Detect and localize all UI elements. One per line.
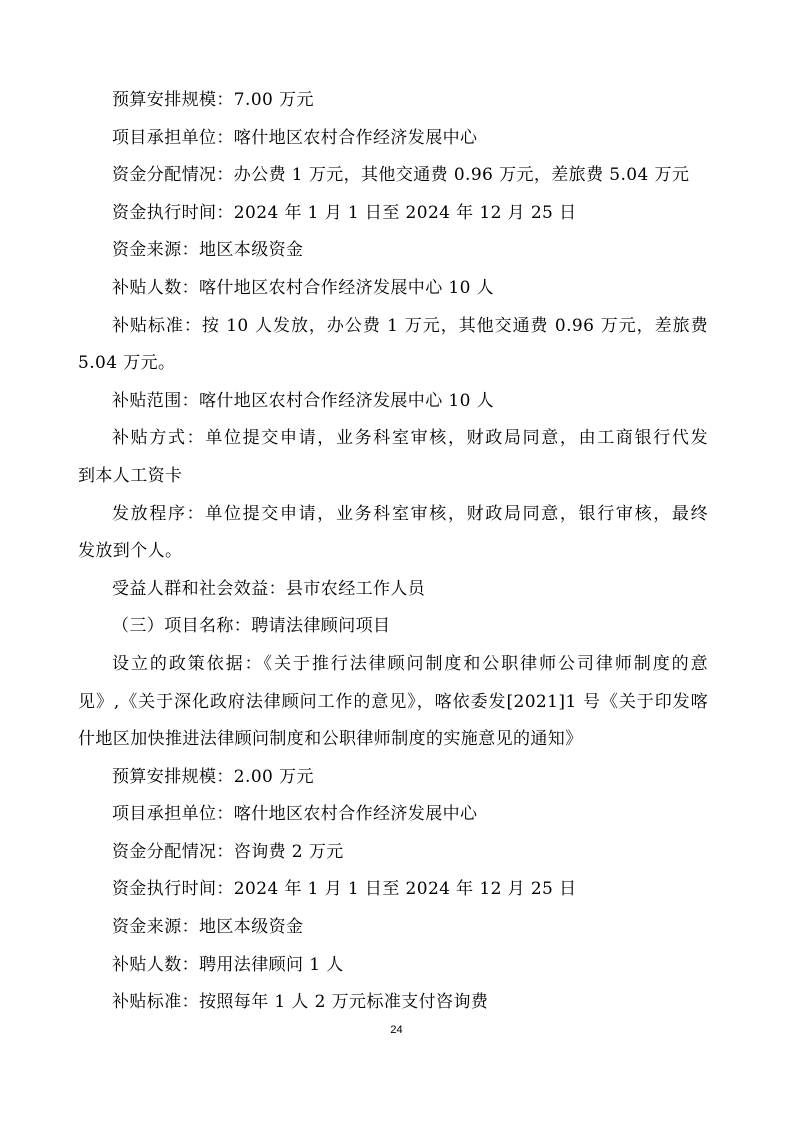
page-number: 24 [390, 1024, 403, 1036]
subsidy-standard-1-cont: 5.04 万元。 [78, 353, 176, 374]
disbursement-procedure-1-cont: 发放到个人。 [78, 541, 183, 562]
budget-scale-1: 预算安排规模：7.00 万元 [112, 90, 314, 110]
subsidy-method-1: 补贴方式：单位提交申请，业务科室审核，财政局同意，由工商银行代发 [112, 428, 708, 449]
beneficiaries-1: 受益人群和社会效益：县市农经工作人员 [112, 578, 426, 599]
project-heading-3: （三）项目名称：聘请法律顾问项目 [112, 616, 391, 637]
budget-scale-2: 预算安排规模：2.00 万元 [112, 766, 314, 787]
execution-time-1: 资金执行时间：2024 年 1 月 1 日至 2024 年 12 月 25 日 [112, 202, 577, 223]
subsidy-count-2: 补贴人数：聘用法律顾问 1 人 [112, 954, 344, 975]
fund-source-1: 资金来源：地区本级资金 [112, 240, 304, 261]
disbursement-procedure-1: 发放程序：单位提交申请，业务科室审核，财政局同意，银行审核，最终 [112, 503, 708, 524]
subsidy-count-1: 补贴人数：喀什地区农村合作经济发展中心 10 人 [112, 277, 495, 298]
undertaking-unit-1: 项目承担单位：喀什地区农村合作经济发展中心 [112, 127, 478, 148]
policy-basis-cont-1: 见》,《关于深化政府法律顾问工作的意见》，喀依委发[2021]1 号《关于印发喀 [78, 691, 708, 712]
subsidy-standard-2: 补贴标准：按照每年 1 人 2 万元标准支付咨询费 [112, 992, 489, 1013]
fund-allocation-1: 资金分配情况：办公费 1 万元，其他交通费 0.96 万元，差旅费 5.04 万元 [112, 165, 690, 186]
fund-source-2: 资金来源：地区本级资金 [112, 917, 304, 938]
policy-basis: 设立的政策依据：《关于推行法律顾问制度和公职律师公司律师制度的意 [112, 653, 708, 674]
subsidy-standard-1: 补贴标准：按 10 人发放，办公费 1 万元，其他交通费 0.96 万元，差旅费 [112, 315, 708, 336]
fund-allocation-2: 资金分配情况：咨询费 2 万元 [112, 841, 344, 862]
subsidy-scope-1: 补贴范围：喀什地区农村合作经济发展中心 10 人 [112, 390, 495, 411]
subsidy-method-1-cont: 到本人工资卡 [78, 465, 183, 486]
document-body [78, 82, 708, 1022]
policy-basis-cont-2: 什地区加快推进法律顾问制度和公职律师制度的实施意见的通知》 [78, 729, 583, 750]
undertaking-unit-2: 项目承担单位：喀什地区农村合作经济发展中心 [112, 804, 478, 825]
execution-time-2: 资金执行时间：2024 年 1 月 1 日至 2024 年 12 月 25 日 [112, 879, 577, 900]
